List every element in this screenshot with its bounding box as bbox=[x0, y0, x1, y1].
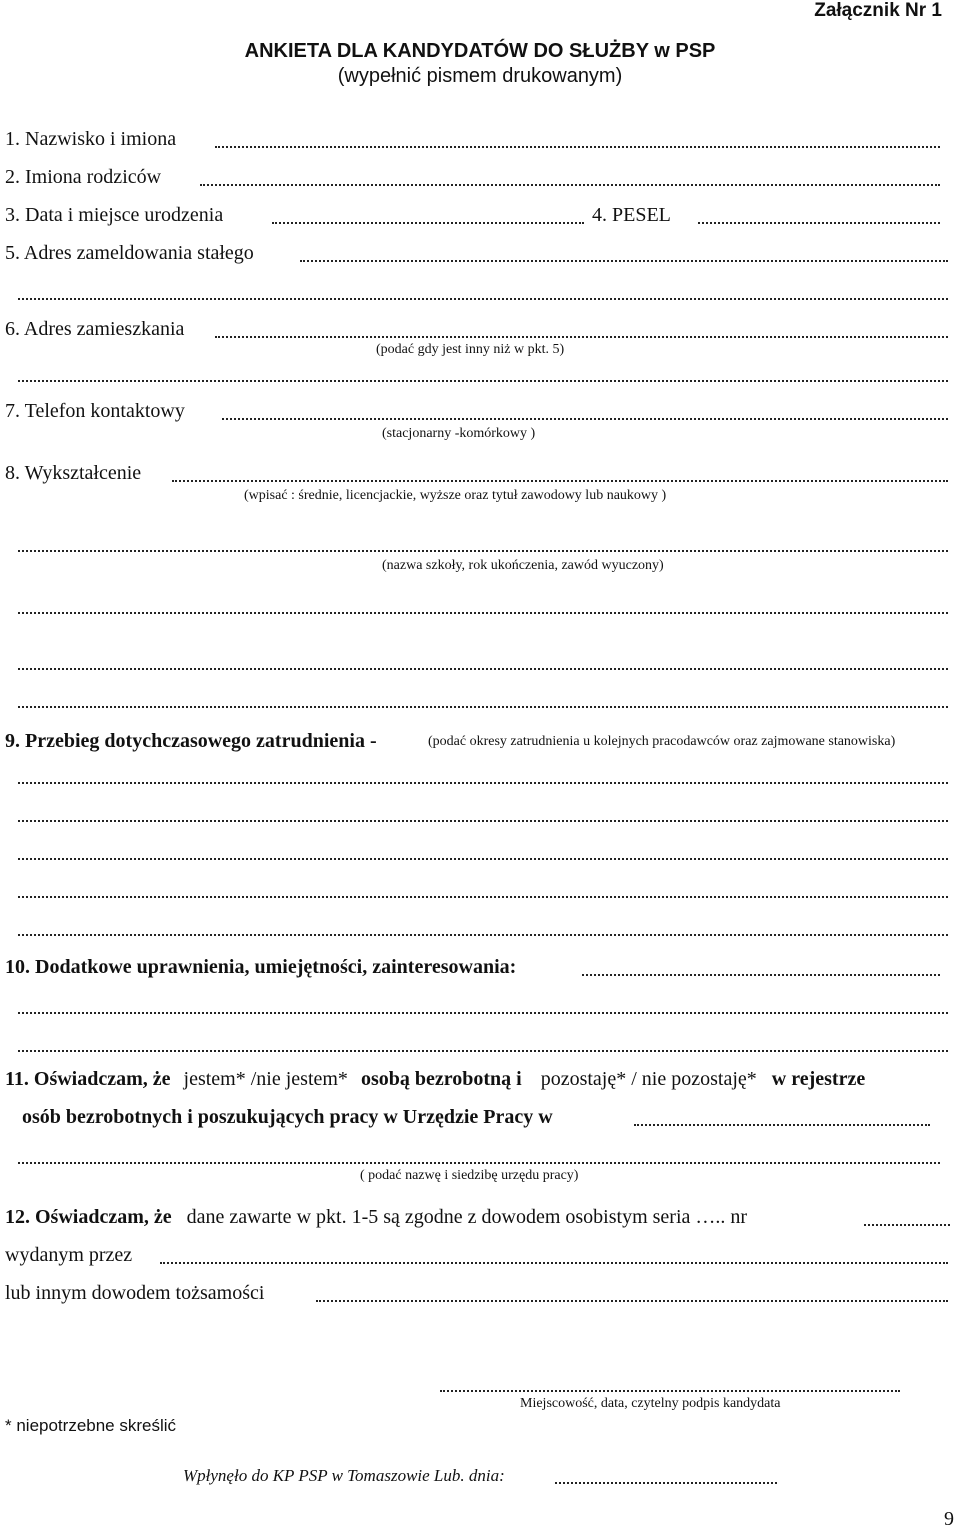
received-date-input[interactable] bbox=[555, 1482, 777, 1484]
field-9-label: 9. Przebieg dotychczasowego zatrudnienia - bbox=[5, 730, 377, 752]
signature-input[interactable] bbox=[440, 1390, 900, 1392]
field-5-input-line2[interactable] bbox=[18, 298, 948, 300]
field-4-input[interactable] bbox=[698, 222, 940, 224]
field-12-issued-by-label: wydanym przez bbox=[5, 1244, 133, 1266]
field-11-option-employed[interactable]: jestem* /nie jestem* bbox=[183, 1068, 348, 1090]
field-8-input[interactable] bbox=[172, 480, 948, 482]
field-11-option-registered[interactable]: pozostaję* / nie pozostaję* bbox=[540, 1068, 757, 1090]
field-9-input-line4[interactable] bbox=[18, 896, 948, 898]
field-12-issued-by-input[interactable] bbox=[160, 1262, 948, 1264]
field-11-registry: w rejestrze bbox=[771, 1068, 866, 1090]
field-7-hint: (stacjonarny -komórkowy ) bbox=[382, 426, 536, 441]
field-12-statement: 12. Oświadczam, że bbox=[5, 1206, 172, 1228]
field-10-input[interactable] bbox=[582, 974, 940, 976]
field-11-statement: 11. Oświadczam, że bbox=[5, 1068, 171, 1090]
field-11-input-line2[interactable] bbox=[18, 1162, 940, 1164]
field-12-text: dane zawarte w pkt. 1-5 są zgodne z dowodem osobistym seria ….. nr bbox=[186, 1206, 748, 1228]
field-4-label: 4. PESEL bbox=[592, 204, 671, 226]
field-12-line1 bbox=[5, 1206, 747, 1229]
field-1-label: 1. Nazwisko i imiona bbox=[5, 128, 177, 150]
field-8-hint: (wpisać : średnie, licencjackie, wyższe oraz tytuł zawodowy lub naukowy ) bbox=[244, 488, 667, 503]
form-subtitle: (wypełnić pismem drukowanym) bbox=[337, 65, 623, 87]
field-11-hint: ( podać nazwę i siedzibę urzędu pracy) bbox=[360, 1168, 579, 1183]
field-9-input-line1[interactable] bbox=[18, 782, 948, 784]
received-label: Wpłynęło do KP PSP w Tomaszowie Lub. dnia: bbox=[183, 1466, 505, 1485]
field-12-other-id-input[interactable] bbox=[316, 1300, 948, 1302]
field-8-label: 8. Wykształcenie bbox=[5, 462, 142, 484]
field-7-label: 7. Telefon kontaktowy bbox=[5, 400, 185, 422]
field-12-other-id-label: lub innym dowodem tożsamości bbox=[5, 1282, 265, 1304]
field-6-input[interactable] bbox=[215, 336, 948, 338]
field-6-label: 6. Adres zamieszkania bbox=[5, 318, 185, 340]
field-2-label: 2. Imiona rodziców bbox=[5, 166, 162, 188]
page-number: 9 bbox=[944, 1508, 954, 1530]
field-9-input-line3[interactable] bbox=[18, 858, 948, 860]
field-6-input-line2[interactable] bbox=[18, 380, 948, 382]
field-10-label: 10. Dodatkowe uprawnienia, umiejętności, zainteresowania: bbox=[5, 956, 517, 978]
field-8-hint2: (nazwa szkoły, rok ukończenia, zawód wyuczony) bbox=[382, 558, 664, 573]
footnote: * niepotrzebne skreślić bbox=[5, 1416, 177, 1435]
field-8-input-line4[interactable] bbox=[18, 668, 948, 670]
field-10-input-line2[interactable] bbox=[18, 1012, 948, 1014]
field-11-line2: osób bezrobotnych i poszukujących pracy w Urzędzie Pracy w bbox=[22, 1106, 553, 1128]
field-12-number-input[interactable] bbox=[864, 1224, 950, 1226]
field-9-hint: (podać okresy zatrudnienia u kolejnych pracodawców oraz zajmowane stanowiska) bbox=[428, 734, 896, 749]
field-8-input-line3[interactable] bbox=[18, 612, 948, 614]
field-10-input-line3[interactable] bbox=[18, 1050, 948, 1052]
field-6-hint: (podać gdy jest inny niż w pkt. 5) bbox=[376, 342, 565, 357]
field-7-input[interactable] bbox=[222, 418, 948, 420]
field-11-input[interactable] bbox=[634, 1124, 930, 1126]
signature-caption: Miejscowość, data, czytelny podpis kandydata bbox=[520, 1396, 781, 1411]
field-9-input-line5[interactable] bbox=[18, 934, 948, 936]
field-5-input[interactable] bbox=[300, 260, 948, 262]
field-3-input[interactable] bbox=[272, 222, 584, 224]
field-9-input-line2[interactable] bbox=[18, 820, 948, 822]
field-8-input-line5[interactable] bbox=[18, 706, 948, 708]
form-title: ANKIETA DLA KANDYDATÓW DO SŁUŻBY w PSP bbox=[244, 40, 716, 62]
field-8-input-line2[interactable] bbox=[18, 550, 948, 552]
field-2-input[interactable] bbox=[200, 184, 940, 186]
field-11-line1 bbox=[5, 1068, 949, 1091]
field-11-unemployed: osobą bezrobotną i bbox=[360, 1068, 522, 1090]
attachment-label: Załącznik Nr 1 bbox=[814, 0, 942, 21]
field-1-input[interactable] bbox=[215, 146, 940, 148]
field-3-label: 3. Data i miejsce urodzenia bbox=[5, 204, 224, 226]
field-5-label: 5. Adres zameldowania stałego bbox=[5, 242, 254, 264]
